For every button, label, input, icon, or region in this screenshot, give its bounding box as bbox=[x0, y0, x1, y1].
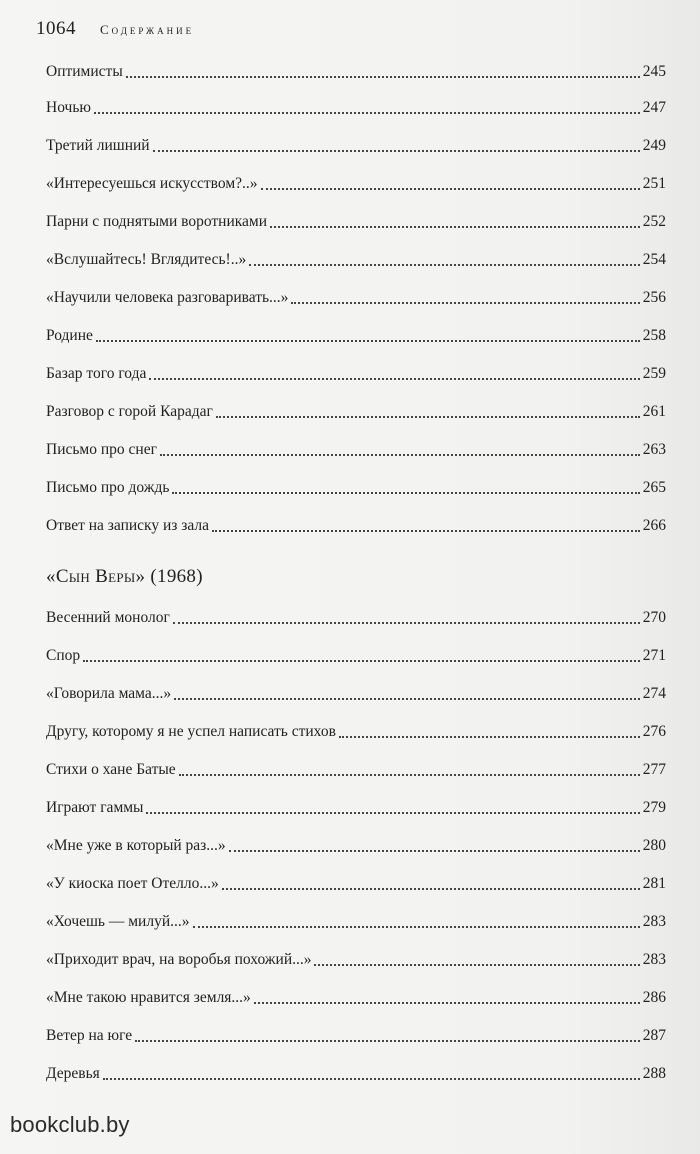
leader-dots bbox=[173, 622, 640, 624]
toc-entry-page: 252 bbox=[642, 213, 666, 230]
leader-dots bbox=[212, 530, 640, 532]
toc-entry-title: Играют гаммы bbox=[46, 799, 144, 816]
toc-entry-page: 261 bbox=[642, 403, 666, 420]
toc-entry bbox=[46, 94, 666, 118]
leader-dots bbox=[249, 264, 640, 266]
section-year: » (1968) bbox=[135, 566, 203, 587]
leader-dots bbox=[216, 416, 640, 418]
toc-entry bbox=[46, 246, 666, 270]
toc-entry bbox=[46, 604, 666, 628]
toc-entry bbox=[46, 794, 666, 818]
leader-dots bbox=[270, 226, 640, 228]
toc-entry bbox=[46, 398, 666, 422]
toc-entry-page: 254 bbox=[642, 251, 666, 268]
toc-entry-page: 276 bbox=[642, 723, 666, 740]
running-title: Содержание bbox=[100, 22, 195, 37]
toc-entry bbox=[46, 908, 666, 932]
toc-entry bbox=[46, 946, 666, 970]
leader-dots bbox=[193, 926, 640, 928]
section-heading bbox=[46, 566, 203, 588]
toc-entry bbox=[46, 284, 666, 308]
toc-entry-page: 280 bbox=[642, 837, 666, 854]
toc-entry-page: 283 bbox=[642, 913, 666, 930]
toc-entry-title: Ответ на записку из зала bbox=[46, 517, 210, 534]
toc-entry-page: 288 bbox=[642, 1065, 666, 1082]
toc-entry-page: 279 bbox=[642, 799, 666, 816]
toc-entry-page: 263 bbox=[642, 441, 666, 458]
toc-entry bbox=[46, 208, 666, 232]
toc-entry-title: «Интересуешься искусством?..» bbox=[46, 175, 258, 192]
toc-entry-page: 281 bbox=[642, 875, 666, 892]
toc-entry bbox=[46, 1022, 666, 1046]
toc-entry bbox=[46, 436, 666, 460]
toc-entry-page: 274 bbox=[642, 685, 666, 702]
leader-dots bbox=[135, 1040, 640, 1042]
leader-dots bbox=[261, 188, 640, 190]
toc-entry-title: «Говорила мама...» bbox=[46, 685, 172, 702]
toc-entry-title: Письмо про дождь bbox=[46, 479, 170, 496]
toc-entry-title: Оптимисты bbox=[46, 63, 123, 80]
toc-entry bbox=[46, 832, 666, 856]
toc-entry-title: Весенний монолог bbox=[46, 609, 170, 626]
leader-dots bbox=[146, 812, 639, 814]
leader-dots bbox=[179, 774, 640, 776]
toc-entry-page: 245 bbox=[642, 63, 666, 80]
toc-entry-page: 277 bbox=[642, 761, 666, 778]
toc-entry-title: «Научили человека разговаривать...» bbox=[46, 289, 289, 306]
toc-entry-title: Ночью bbox=[46, 99, 91, 116]
toc-entry-title: «Приходит врач, на воробья похожий...» bbox=[46, 951, 312, 968]
leader-dots bbox=[94, 112, 640, 114]
toc-entry-title: Ветер на юге bbox=[46, 1027, 133, 1044]
toc-entry bbox=[46, 642, 666, 666]
section-open-quote: « bbox=[46, 566, 56, 587]
leader-dots bbox=[126, 76, 640, 78]
toc-entry-title: Базар того года bbox=[46, 365, 147, 382]
toc-entry-page: 266 bbox=[642, 517, 666, 534]
toc-entry-title: «Вслушайтесь! Вглядитесь!..» bbox=[46, 251, 247, 268]
toc-entry-page: 265 bbox=[642, 479, 666, 496]
toc-entry bbox=[46, 322, 666, 346]
leader-dots bbox=[222, 888, 640, 890]
toc-entry bbox=[46, 680, 666, 704]
leader-dots bbox=[254, 1002, 640, 1004]
toc-entry-title: Третий лишний bbox=[46, 137, 150, 154]
toc-entry-page: 287 bbox=[642, 1027, 666, 1044]
leader-dots bbox=[160, 454, 640, 456]
toc-entry bbox=[46, 1060, 666, 1084]
leader-dots bbox=[314, 964, 639, 966]
toc-entry-title: «Мне такою нравится земля...» bbox=[46, 989, 251, 1006]
toc-entry-title: Парни с поднятыми воротниками bbox=[46, 213, 268, 230]
leader-dots bbox=[229, 850, 640, 852]
leader-dots bbox=[83, 660, 640, 662]
toc-entry-page: 283 bbox=[642, 951, 666, 968]
toc-entry-title: «Хочешь — милуй...» bbox=[46, 913, 190, 930]
toc-entry-page: 247 bbox=[642, 99, 666, 116]
toc-entry-page: 259 bbox=[642, 365, 666, 382]
toc-entry-title: Деревья bbox=[46, 1065, 100, 1082]
leader-dots bbox=[172, 492, 639, 494]
leader-dots bbox=[153, 150, 640, 152]
toc-entry-title: «У киоска поет Отелло...» bbox=[46, 875, 219, 892]
toc-entry-page: 256 bbox=[642, 289, 666, 306]
toc-entry-page: 251 bbox=[642, 175, 666, 192]
leader-dots bbox=[96, 340, 640, 342]
toc-entry bbox=[46, 984, 666, 1008]
toc-entry-title: Стихи о хане Батые bbox=[46, 761, 176, 778]
toc-entry-title: Спор bbox=[46, 647, 81, 664]
toc-entry bbox=[46, 870, 666, 894]
toc-entry-page: 270 bbox=[642, 609, 666, 626]
toc-entry-page: 286 bbox=[642, 989, 666, 1006]
toc-entry-page: 271 bbox=[642, 647, 666, 664]
toc-entry bbox=[46, 474, 666, 498]
toc-entry bbox=[46, 170, 666, 194]
toc-entry bbox=[46, 512, 666, 536]
toc-entry bbox=[46, 756, 666, 780]
leader-dots bbox=[339, 736, 640, 738]
leader-dots bbox=[103, 1078, 640, 1080]
running-head bbox=[36, 18, 194, 40]
toc-entry bbox=[46, 718, 666, 742]
toc-entry-page: 249 bbox=[642, 137, 666, 154]
toc-entry bbox=[46, 58, 666, 82]
toc-entry-title: Другу, которому я не успел написать стихов bbox=[46, 723, 336, 740]
leader-dots bbox=[149, 378, 639, 380]
leader-dots bbox=[174, 698, 640, 700]
toc-entry-title: «Мне уже в который раз...» bbox=[46, 837, 226, 854]
toc-entry bbox=[46, 360, 666, 384]
page-number: 1064 bbox=[36, 18, 76, 39]
toc-entry-page: 258 bbox=[642, 327, 666, 344]
leader-dots bbox=[291, 302, 639, 304]
toc-entry bbox=[46, 132, 666, 156]
toc-entry-title: Разговор с горой Карадаг bbox=[46, 403, 213, 420]
toc-entry-title: Письмо про снег bbox=[46, 441, 157, 458]
toc-entry-title: Родине bbox=[46, 327, 93, 344]
watermark: bookclub.by bbox=[10, 1112, 130, 1137]
section-title: Сын Веры bbox=[55, 566, 136, 587]
